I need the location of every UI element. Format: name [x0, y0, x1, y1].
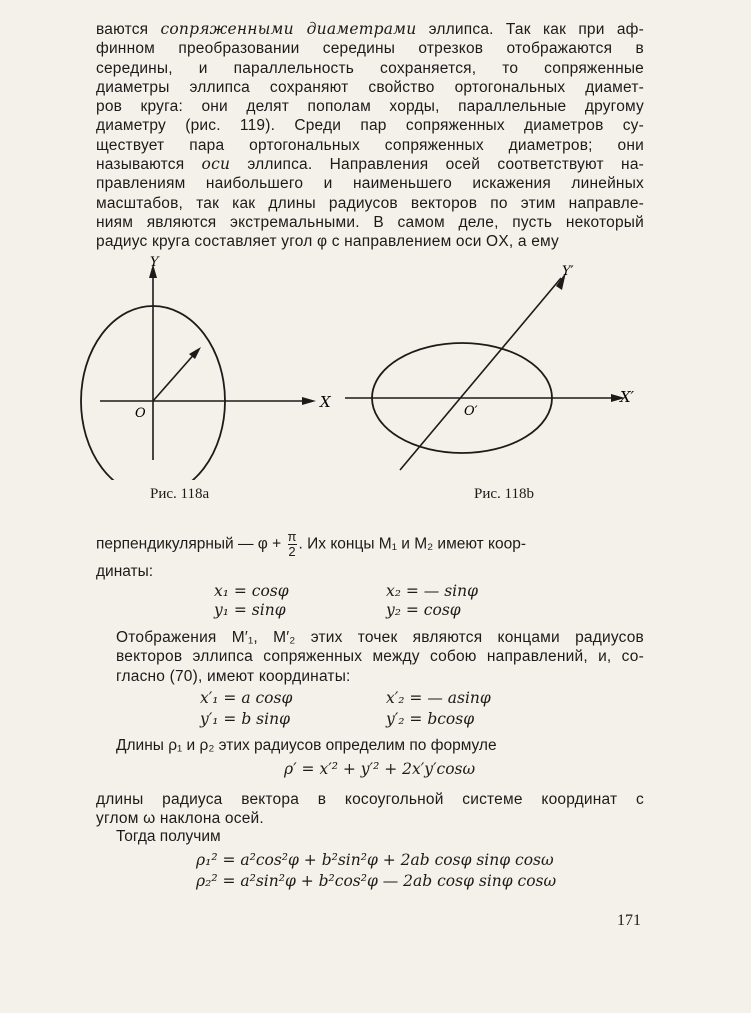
text-run: Отображения M′₁, M′₂ этих точек являются концами радиусов [116, 629, 644, 646]
text-run: ществует пара ортогональных сопряженных диаметров; они [96, 136, 644, 154]
text-run: масштабов, так как длины радиусов векторов по этим направле- [96, 194, 644, 212]
text-run: диаметры эллипса сохраняют свойство ортогональных диамет- [96, 78, 644, 96]
pi-over-2-fraction [288, 530, 297, 559]
text-line [96, 667, 644, 686]
text-line [96, 59, 644, 78]
eq1-left-2: y₁ = sinφ [214, 601, 286, 619]
origin-label: O [135, 406, 146, 421]
text-run: эллипса. Направления осей соответствуют на- [230, 156, 645, 174]
fraction-numerator: π [287, 529, 297, 544]
text-run: ров круга: они делят пополам хорды, параллельные другому [96, 98, 644, 116]
text-line [96, 628, 644, 647]
text-line [96, 97, 644, 116]
text-line [96, 39, 644, 58]
eq2-right-2: y′₂ = bcosφ [386, 710, 475, 728]
text-run: векторов эллипса сопряженных между собою направлений, и, со- [116, 648, 644, 666]
figure-118b [335, 260, 645, 475]
eq2-left-2: y′₁ = b sinφ [200, 710, 290, 728]
origin-prime-label: O′ [464, 404, 478, 419]
text-run: гласно (70), имеют координаты: [116, 667, 351, 685]
text-line [96, 194, 644, 213]
perp-text-2: . Их концы M₁ и M₂ имеют коор- [298, 535, 527, 553]
text-run: углом ω наклона осей. [96, 810, 264, 828]
text-run: финном преобразовании середины отрезков отображаются в [96, 40, 644, 58]
text-run: диаметру (рис. 119). Среди пар сопряженных диаметров су- [96, 117, 644, 135]
text-run: правлениям наибольшего и наименьшего искажения линейных [96, 175, 644, 193]
y-axis-label: Y [150, 255, 159, 270]
paragraph-3 [96, 790, 644, 829]
x-axis-label: X [320, 393, 331, 411]
eq2-right-1: x′₂ = — asinφ [386, 689, 491, 707]
text-line [96, 174, 644, 193]
caption-118a: Рис. 118a [150, 486, 210, 502]
text-line [96, 213, 644, 232]
eq1-right-1: x₂ = — sinφ [386, 582, 478, 600]
perpendicular-line [96, 530, 644, 559]
italic-term: оси [201, 155, 231, 174]
eq1-left-1: x₁ = cosφ [214, 582, 289, 600]
text-run: эллипса. Так как при аф- [416, 21, 644, 38]
rho-formula: ρ′ = x′² + y′² + 2x′y′cosω [284, 760, 476, 778]
rho2-formula: ρ₂² = a²sin²φ + b²cos²φ — 2ab cosφ sinφ cosω [196, 872, 557, 890]
y-prime-label: Y′ [562, 264, 574, 279]
then-line: Тогда получим [116, 828, 221, 845]
text-run: называются [96, 156, 202, 174]
text-run: радиус круга составляет угол φ с направлением оси OX, а ему [96, 233, 559, 251]
text-line [96, 232, 644, 251]
figure-118a [80, 250, 360, 480]
text-line [96, 116, 644, 135]
italic-term: сопряженными диаметрами [160, 20, 417, 38]
text-run: длины радиуса вектора в косоугольной системе координат с [96, 791, 644, 808]
x-prime-label: X′ [620, 388, 635, 406]
eq2-left-1: x′₁ = a cosφ [200, 689, 293, 707]
text-line [96, 790, 644, 809]
text-line [96, 20, 644, 39]
page-number: 171 [617, 912, 641, 929]
perp-text-1: перпендикулярный — φ + [96, 535, 286, 553]
text-line [96, 78, 644, 97]
rho1-formula: ρ₁² = a²cos²φ + b²sin²φ + 2ab cosφ sinφ cosω [196, 851, 554, 869]
text-run: середины, и параллельность сохраняется, то сопряженные [96, 59, 644, 77]
text-run: ваются [96, 21, 161, 38]
eq1-right-2: y₂ = cosφ [386, 601, 461, 619]
lengths-line: Длины ρ₁ и ρ₂ этих радиусов определим по формуле [116, 737, 497, 754]
text-run: ниям являются экстремальными. В самом деле, пусть некоторый [96, 213, 644, 231]
caption-118b: Рис. 118b [474, 486, 534, 502]
fraction-denominator: 2 [288, 544, 296, 559]
text-line [96, 809, 644, 828]
text-line [96, 155, 644, 174]
text-line [96, 647, 644, 666]
coords-word: динаты: [96, 563, 154, 580]
text-line [96, 136, 644, 155]
top-paragraph [96, 20, 644, 252]
paragraph-2 [96, 628, 644, 686]
